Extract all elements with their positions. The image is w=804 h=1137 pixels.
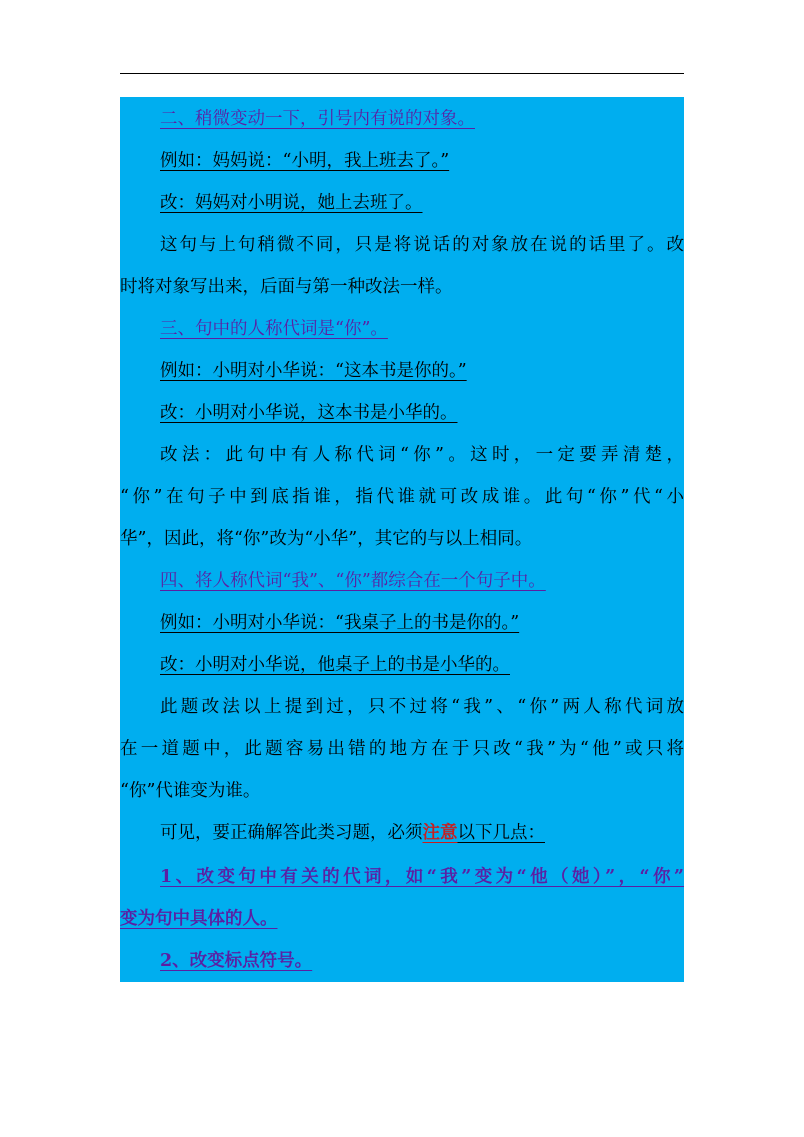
note-highlight: 注意 — [422, 823, 458, 843]
note-intro-line — [120, 813, 684, 853]
answer-text: 改：妈妈对小明说，她上去班了。 — [160, 193, 423, 213]
paragraph-line: “你”在句子中到底指谁，指代谁就可改成谁。此句“你”代“小 — [120, 487, 684, 507]
example-line — [120, 351, 684, 391]
example-text: 例如：小明对小华说：“这本书是你的。” — [160, 361, 467, 381]
paragraph-line: 时将对象写出来，后面与第一种改法一样。 — [120, 277, 453, 297]
paragraph-line: 这句与上句稍微不同，只是将说话的对象放在说的话里了。改 — [160, 235, 684, 255]
section-heading — [120, 561, 684, 601]
section-heading — [120, 309, 684, 349]
point-line — [120, 941, 684, 981]
answer-line — [120, 183, 684, 223]
heading-text: 三、句中的人称代词是“你”。 — [160, 319, 388, 339]
point-line — [120, 857, 684, 897]
paragraph-line: 此题改法以上提到过，只不过将“我”、“你”两人称代词放 — [160, 697, 684, 717]
answer-line — [120, 393, 684, 433]
paragraph-line: 改法：此句中有人称代词“你”。这时，一定要弄清楚， — [160, 445, 684, 465]
note-intro-end: 以下几点： — [457, 823, 545, 843]
point-text: 变为句中具体的人。 — [120, 909, 278, 929]
example-line — [120, 603, 684, 643]
point-text: 2、改变标点符号。 — [160, 951, 313, 971]
content-panel — [120, 97, 684, 982]
point-line — [120, 899, 684, 939]
answer-line — [120, 645, 684, 685]
paragraph-line: “你”代谁变为谁。 — [120, 781, 261, 801]
section-heading — [120, 99, 684, 139]
example-text: 例如：小明对小华说：“我桌子上的书是你的。” — [160, 613, 520, 633]
answer-text: 改：小明对小华说，这本书是小华的。 — [160, 403, 458, 423]
point-text: 1、改变句中有关的代词，如“我”变为“他（她）”，“你” — [160, 867, 684, 887]
answer-text: 改：小明对小华说，他桌子上的书是小华的。 — [160, 655, 510, 675]
note-intro-text: 可见，要正确解答此类习题，必须 — [160, 823, 423, 843]
paragraph-line: 在一道题中，此题容易出错的地方在于只改“我”为“他”或只将 — [120, 739, 684, 759]
paragraph-line: 华”，因此，将“你”改为“小华”，其它的与以上相同。 — [120, 529, 533, 549]
example-text: 例如：妈妈说：“小明，我上班去了。” — [160, 151, 450, 171]
heading-text: 二、稍微变动一下，引号内有说的对象。 — [160, 109, 475, 129]
header-rule — [120, 73, 684, 74]
example-line — [120, 141, 684, 181]
heading-text: 四、将人称代词“我”、“你”都综合在一个句子中。 — [160, 571, 546, 591]
